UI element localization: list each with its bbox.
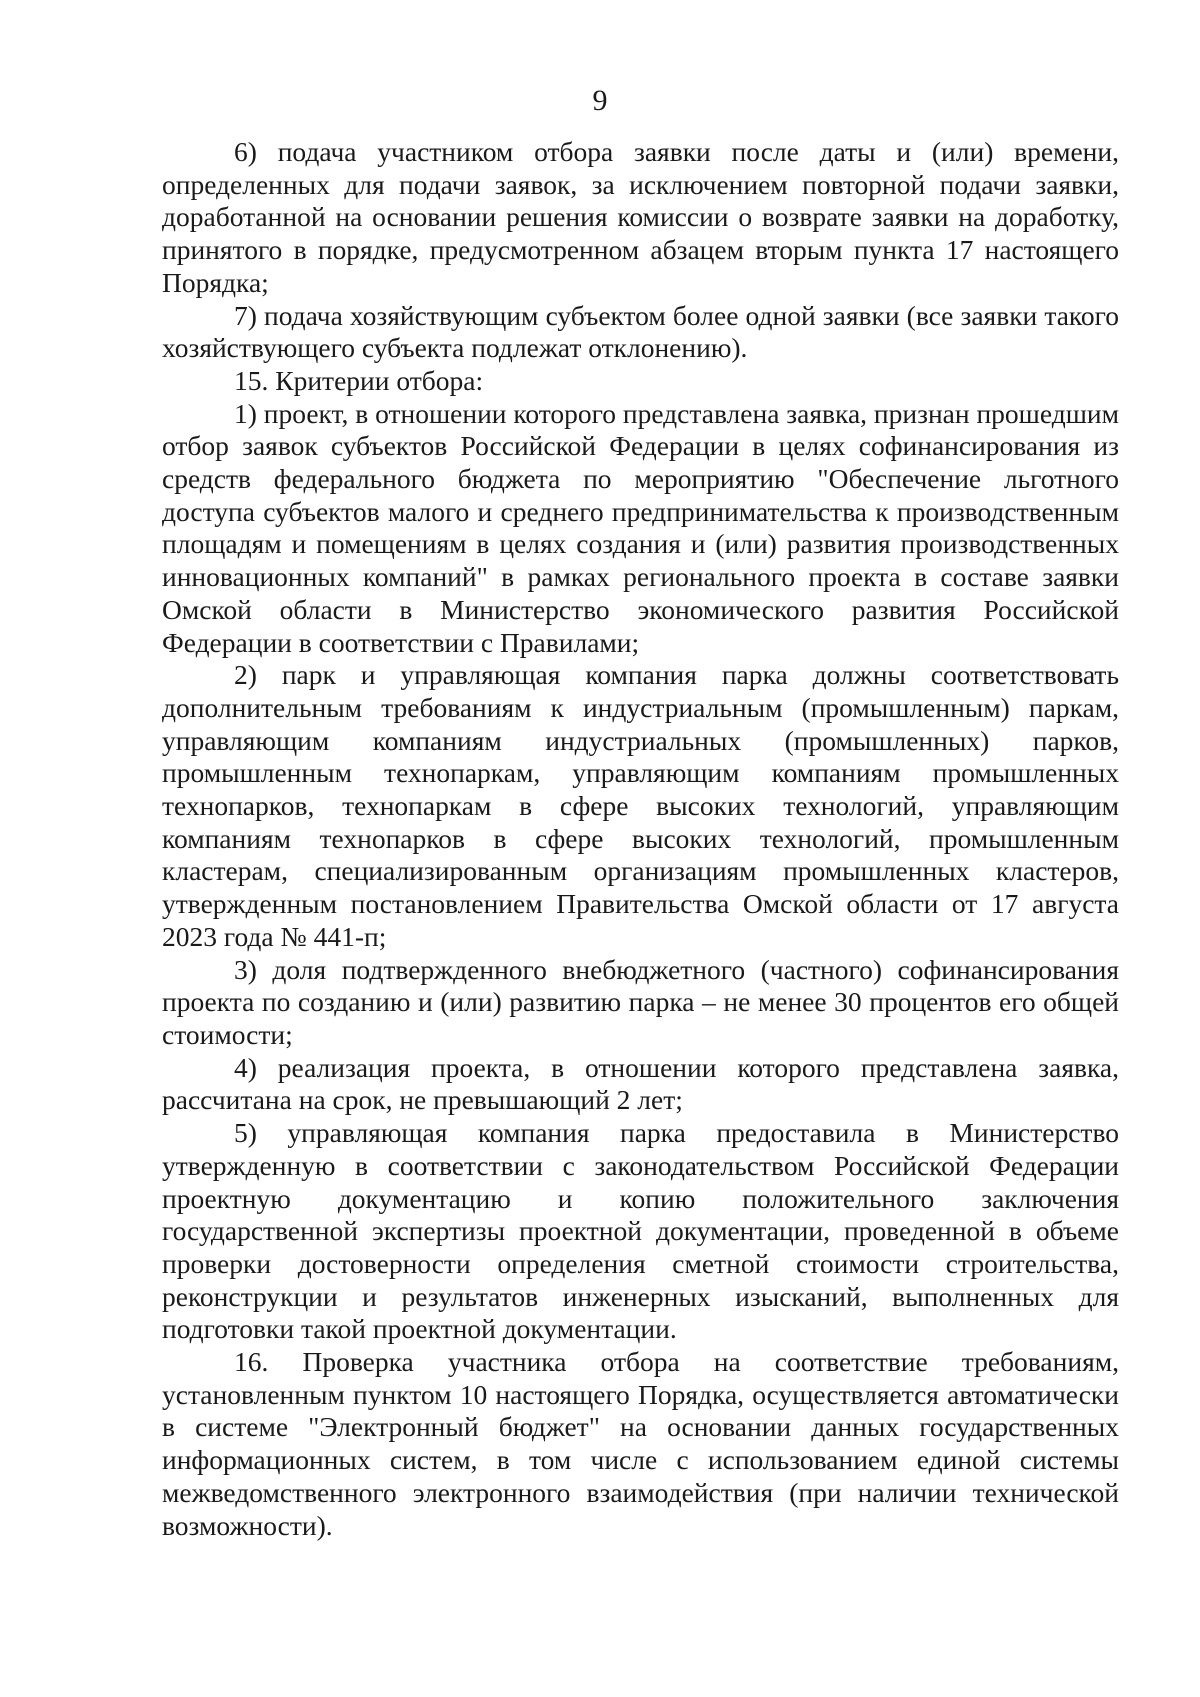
paragraph-criterion-4: 4) реализация проекта, в отношении которого представлена заявка, рассчитана на срок, не превышающий 2 лет;: [162, 1051, 1119, 1116]
document-body: [162, 136, 1119, 1542]
paragraph-criterion-1: 1) проект, в отношении которого представлена заявка, признан прошедшим отбор заявок субъектов Российской Федерации в целях софинансирования из средств федерального бюджета по мероприятию "Обеспечение льготного доступа субъектов малого и среднего предпринимательства к производственным площадям и помещениям в целях создания и (или) развития производственных инновационных компаний" в рамках регионального проекта в составе заявки Омской области в Министерство экономического развития Российской Федерации в соответствии с Правилами;: [162, 397, 1119, 658]
paragraph-criterion-3: 3) доля подтвержденного внебюджетного (частного) софинансирования проекта по созданию и (или) развитию парка – не менее 30 процентов его общей стоимости;: [162, 953, 1119, 1050]
page-number: 9: [592, 84, 608, 117]
section-heading-15: 15. Критерии отбора:: [234, 364, 484, 396]
paragraph-criterion-5: 5) управляющая компания парка предоставила в Министерство утвержденную в соответствии с законодательством Российской Федерации проектную документацию и копию положительного заключения государственной экспертизы проектной документации, проведенной в объеме проверки достоверности определения сметной стоимости строительства, реконструкции и результатов инженерных изысканий, выполненных для подготовки такой проектной документации.: [162, 1117, 1119, 1345]
paragraph-item-7: 7) подача хозяйствующим субъектом более одной заявки (все заявки такого хозяйствующего субъекта подлежат отклонению).: [162, 299, 1119, 364]
paragraph-section-16: 16. Проверка участника отбора на соответствие требованиям, установленным пунктом 10 настоящего Порядка, осуществляется автоматически в системе "Электронный бюджет" на основании данных государственных информационных систем, в том числе с использованием единой системы межведомственного электронного взаимодействия (при наличии технической возможности).: [162, 1346, 1119, 1541]
paragraph-item-6: 6) подача участником отбора заявки после даты и (или) времени, определенных для подачи заявок, за исключением повторной подачи заявки, доработанной на основании решения комиссии о возврате заявки на доработку, принятого в порядке, предусмотренном абзацем вторым пункта 17 настоящего Порядка;: [162, 136, 1119, 298]
paragraph-criterion-2: 2) парк и управляющая компания парка должны соответствовать дополнительным требованиям к индустриальным (промышленным) паркам, управляющим компаниям индустриальных (промышленных) парков, промышленным технопаркам, управляющим компаниям промышленных технопарков, технопаркам в сфере высоких технологий, управляющим компаниям технопарков в сфере высоких технологий, промышленным кластерам, специализированным организациям промышленных кластеров, утвержденным постановлением Правительства Омской области от 17 августа 2023 года № 441-п;: [162, 659, 1119, 952]
